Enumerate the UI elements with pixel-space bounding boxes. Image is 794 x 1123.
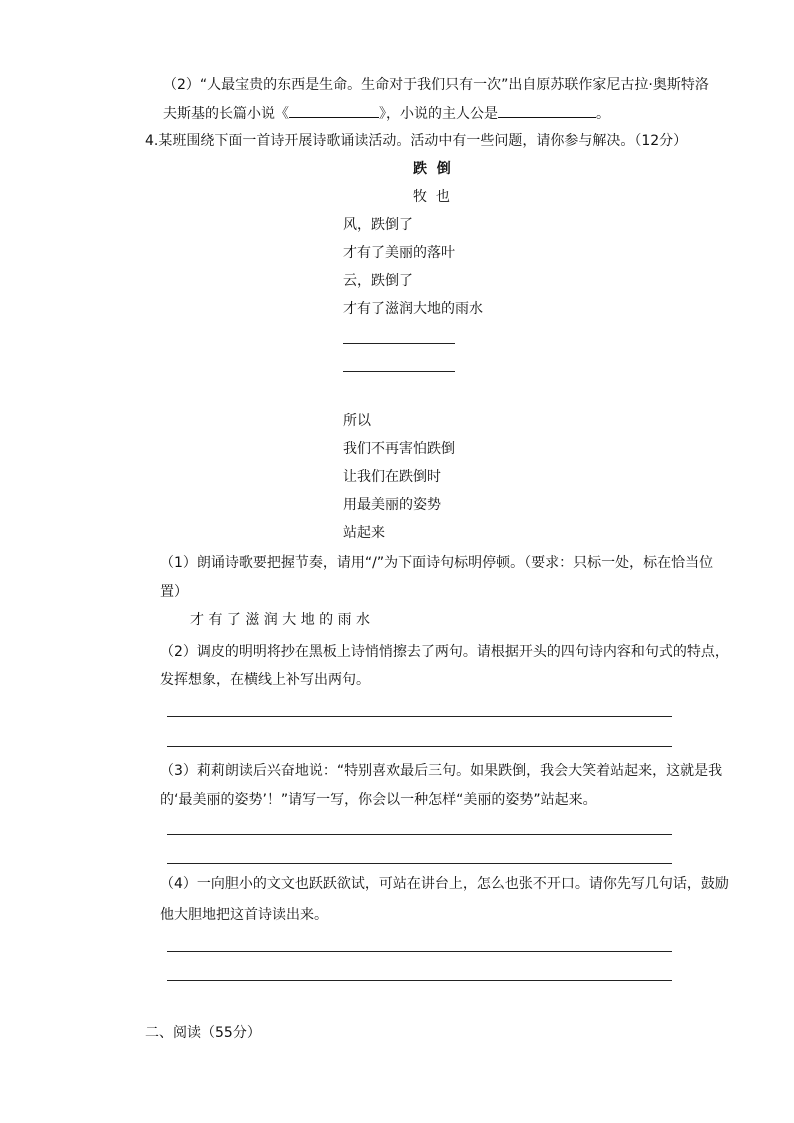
- sub1-line1: （1）朗诵诗歌要把握节奏，请用“/”为下面诗句标明停顿。（要求：只标一处，标在恰当位: [160, 555, 714, 571]
- poem-line: 站起来: [343, 525, 385, 541]
- poem-line: 才有了滋润大地的雨水: [343, 301, 483, 317]
- poem-blank-line-2[interactable]: [343, 371, 455, 372]
- poem-line: 所以: [343, 413, 371, 429]
- answer-line[interactable]: [167, 746, 672, 747]
- q3-2-text-b: 》，小说的主人公是: [379, 106, 498, 122]
- sub3-line1: （3）莉莉朗读后兴奋地说：“特别喜欢最后三句。如果跌倒，我会大笑着站起来，这就是我: [160, 763, 723, 779]
- poem-author: 牧 也: [413, 189, 450, 205]
- sub4-line1: （4）一向胆小的文文也跃跃欲试，可站在讲台上，怎么也张不开口。请你先写几句话，鼓励: [160, 876, 729, 892]
- section-heading-reading: 二、阅读（55分）: [145, 1025, 261, 1041]
- answer-line[interactable]: [167, 951, 672, 952]
- poem-line: 云，跌倒了: [343, 273, 413, 289]
- q4-intro: 4.某班围绕下面一首诗开展诗歌诵读活动。活动中有一些问题，请你参与解决。（12分）: [145, 133, 688, 149]
- poem-blank-line-1[interactable]: [343, 343, 455, 344]
- q3-2-line2: [163, 104, 610, 123]
- answer-blank-novel[interactable]: [289, 104, 379, 118]
- sub3-line2: 的‘最美丽的姿势’！”请写一写，你会以一种怎样“美丽的姿势”站起来。: [160, 792, 597, 808]
- poem-title: 跌 倒: [413, 161, 451, 177]
- poem-line: 风，跌倒了: [343, 217, 413, 233]
- sub2-line1: （2）调皮的明明将抄在黑板上诗悄悄擦去了两句。请根据开头的四句诗内容和句式的特点，: [160, 644, 729, 660]
- poem-line: 用最美丽的姿势: [343, 497, 441, 513]
- q3-2-line1: （2）“人最宝贵的东西是生命。生命对于我们只有一次”出自原苏联作家尼古拉·奥斯特洛: [163, 77, 709, 93]
- answer-line[interactable]: [167, 980, 672, 981]
- sub4-line2: 他大胆地把这首诗读出来。: [160, 907, 328, 923]
- sub1-line2: 置）: [160, 584, 188, 600]
- poem-line: 我们不再害怕跌倒: [343, 441, 455, 457]
- answer-line[interactable]: [167, 863, 672, 864]
- poem-line: 让我们在跌倒时: [343, 469, 441, 485]
- sub1-sentence: 才 有 了 滋 润 大 地 的 雨 水: [190, 612, 371, 628]
- sub2-line2: 发挥想象，在横线上补写出两句。: [160, 672, 370, 688]
- q3-2-text-c: 。: [596, 106, 610, 122]
- answer-line[interactable]: [167, 716, 672, 717]
- poem-line: 才有了美丽的落叶: [343, 245, 455, 261]
- q3-2-text-a: 夫斯基的长篇小说《: [163, 106, 289, 122]
- answer-line[interactable]: [167, 834, 672, 835]
- answer-blank-protagonist[interactable]: [498, 104, 596, 118]
